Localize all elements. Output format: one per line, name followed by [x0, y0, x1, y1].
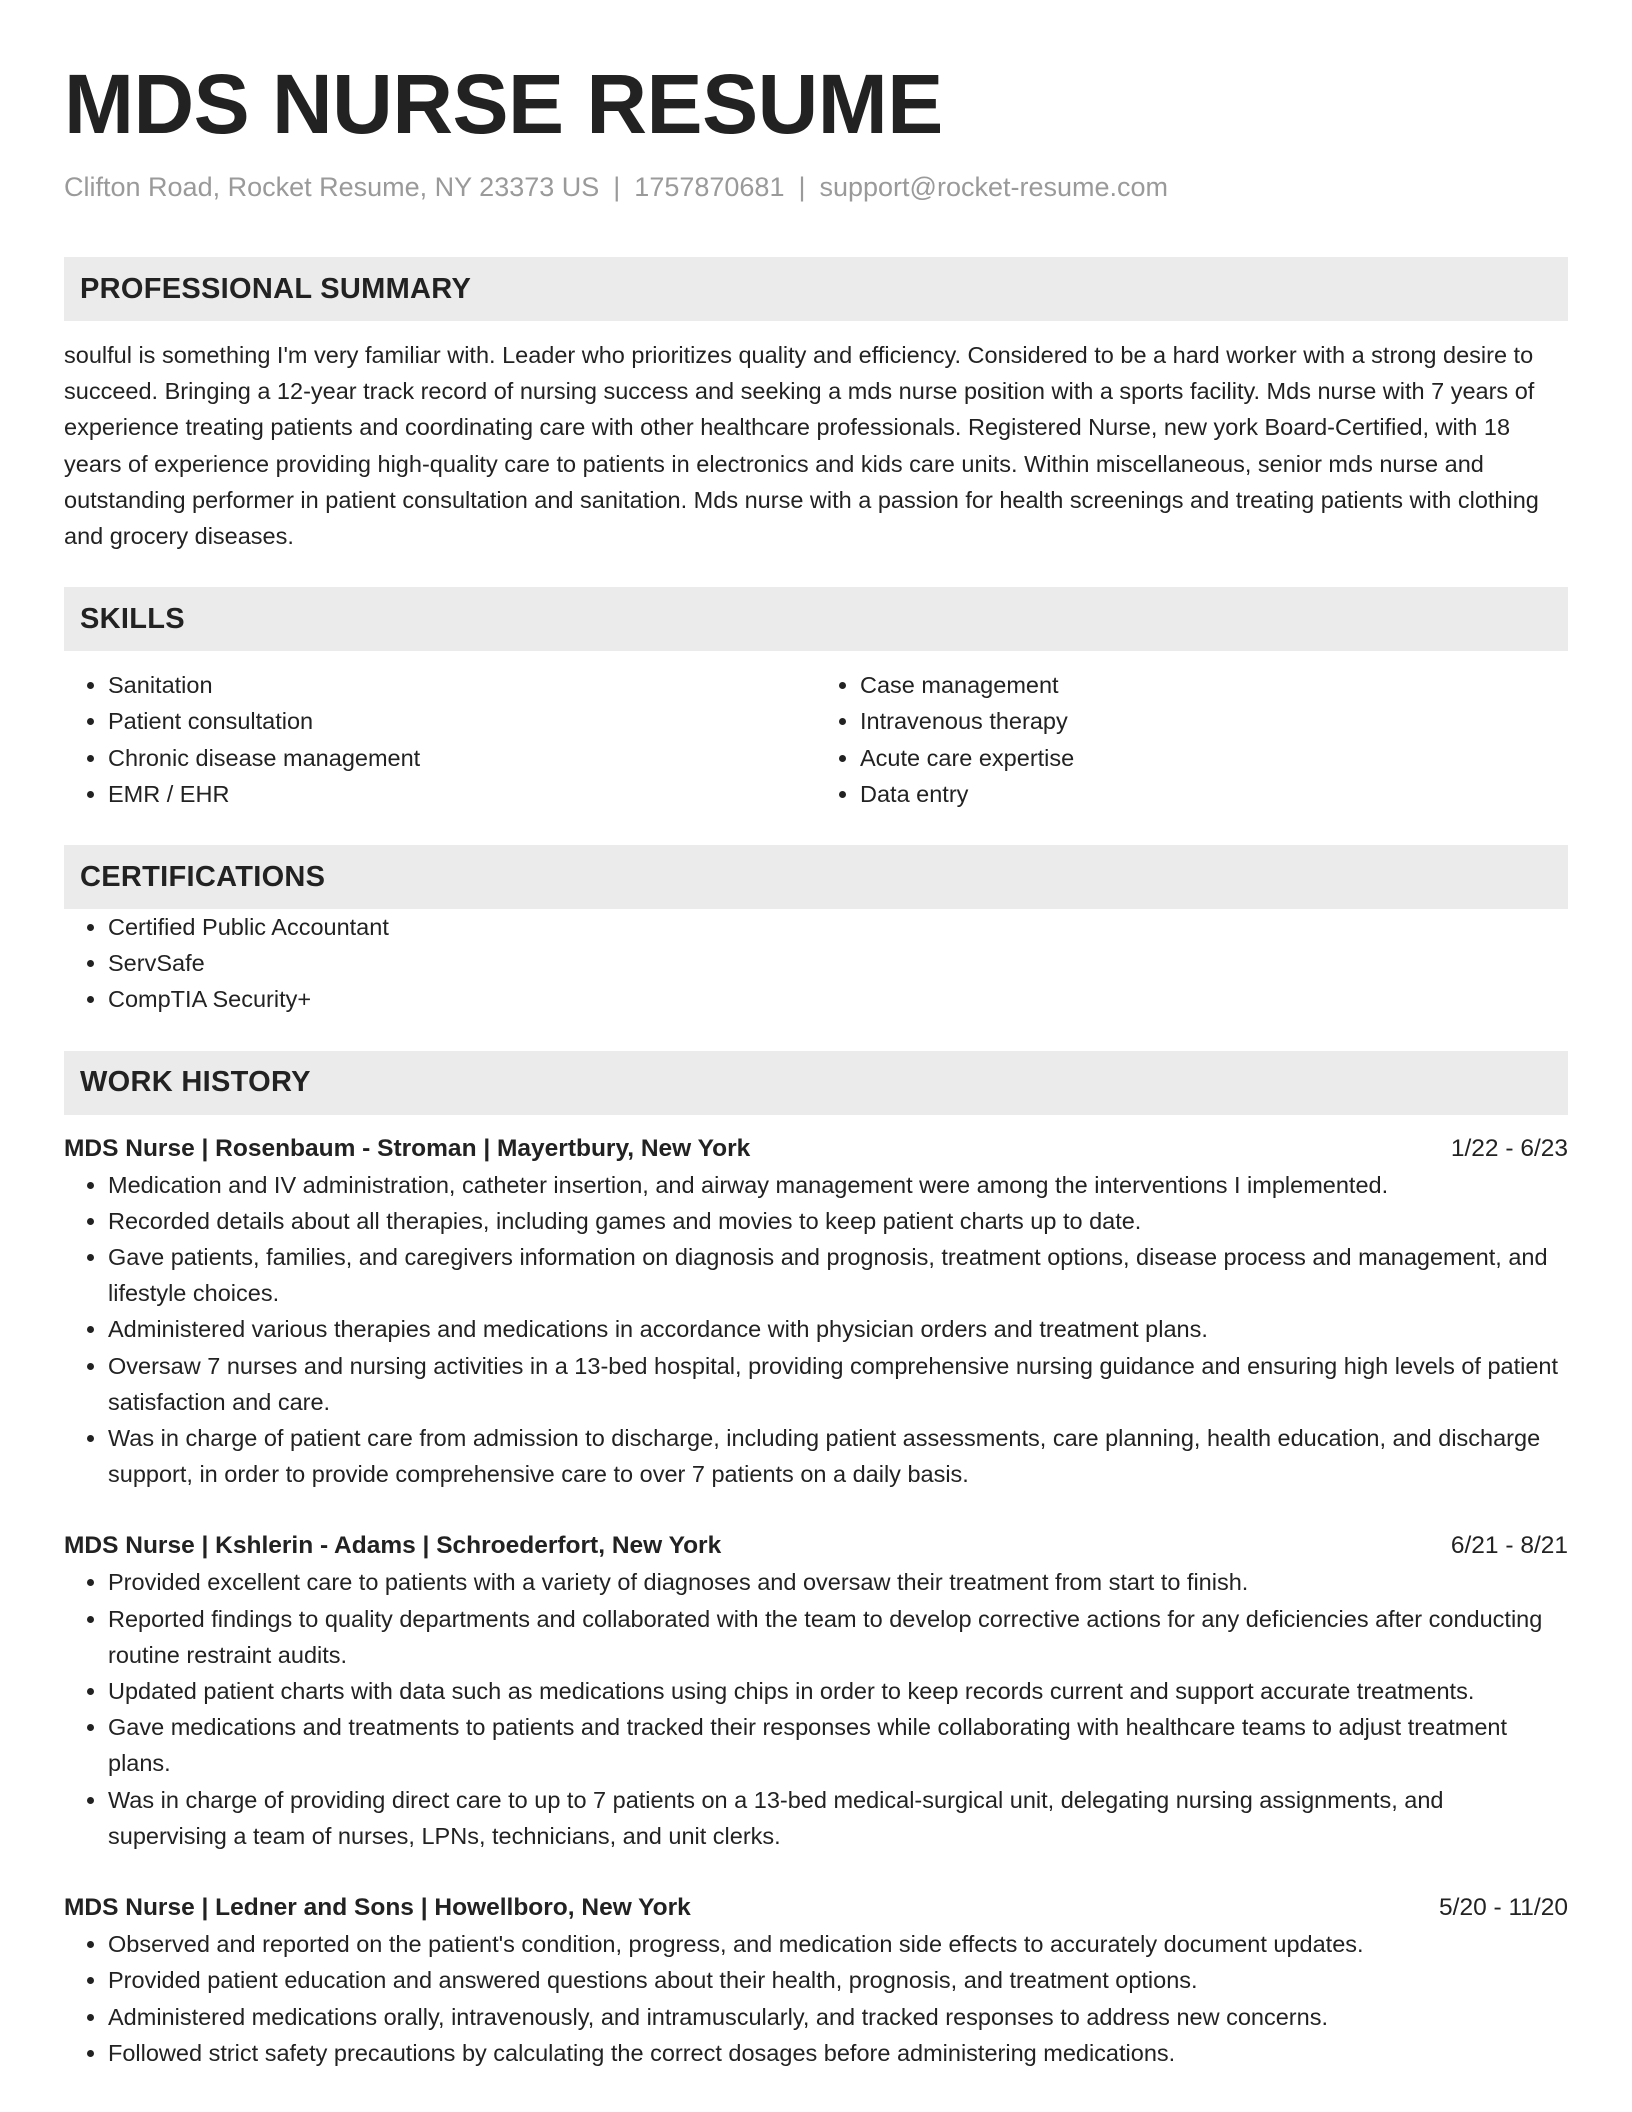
job-title: MDS Nurse | Ledner and Sons | Howellboro, New York — [64, 1894, 691, 1922]
resume-page — [64, 0, 1568, 2071]
contact-email: support@rocket-resume.com — [819, 172, 1169, 202]
job-entry — [64, 1890, 1568, 2071]
contact-line — [64, 170, 1568, 204]
job-bullet: • Oversaw 7 nurses and nursing activities in a 13-bed hospital, providing comprehensive nursing guidance and ensuring high levels of patient satisfaction and care. — [108, 1348, 1568, 1420]
professional-summary-heading: PROFESSIONAL SUMMARY — [64, 257, 1568, 321]
job-bullet: • Provided patient education and answered questions about their health, prognosis, and treatment options. — [108, 1962, 1568, 1998]
resume-title: MDS NURSE RESUME — [64, 57, 943, 151]
contact-separator: | — [798, 172, 806, 202]
certification-item: • ServSafe — [108, 945, 1568, 981]
contact-phone: 1757870681 — [634, 172, 785, 202]
job-bullet: • Medication and IV administration, catheter insertion, and airway management were among the interventions I implemented. — [108, 1167, 1568, 1203]
job-bullet: • Updated patient charts with data such as medications using chips in order to keep records current and support accurate treatments. — [108, 1673, 1568, 1709]
skill-item: • Acute care expertise — [860, 740, 1568, 776]
certification-item: • Certified Public Accountant — [108, 909, 1568, 945]
skill-item: • EMR / EHR — [108, 776, 816, 812]
skill-item: • Intravenous therapy — [860, 703, 1568, 739]
professional-summary-section — [64, 257, 1568, 554]
skill-item: • Patient consultation — [108, 703, 816, 739]
job-bullet: • Was in charge of providing direct care to up to 7 patients on a 13-bed medical-surgical unit, delegating nursing assignments, and supervising a team of nurses, LPNs, technicians, and unit clerks. — [108, 1782, 1568, 1854]
job-header — [64, 1131, 1568, 1167]
certifications-list — [64, 909, 1568, 1018]
job-bullet: • Administered various therapies and medications in accordance with physician orders and treatment plans. — [108, 1311, 1568, 1347]
skill-item: • Sanitation — [108, 667, 816, 703]
skill-item: • Data entry — [860, 776, 1568, 812]
job-bullets — [64, 1564, 1568, 1854]
job-dates: 6/21 - 8/21 — [1450, 1532, 1568, 1560]
job-title: MDS Nurse | Rosenbaum - Stroman | Mayertbury, New York — [64, 1134, 751, 1162]
job-bullet: • Reported findings to quality departments and collaborated with the team to develop corrective actions for any deficiencies after conducting routine restraint audits. — [108, 1601, 1568, 1673]
job-bullet: • Observed and reported on the patient's condition, progress, and medication side effects to accurately document updates. — [108, 1926, 1568, 1962]
job-bullet: • Recorded details about all therapies, including games and movies to keep patient charts up to date. — [108, 1203, 1568, 1239]
skills-list-right — [816, 667, 1568, 812]
job-bullets — [64, 1926, 1568, 2071]
job-entry — [64, 1528, 1568, 1854]
job-entry — [64, 1131, 1568, 1493]
certification-item: • CompTIA Security+ — [108, 981, 1568, 1017]
skill-item: • Chronic disease management — [108, 740, 816, 776]
job-bullet: • Gave medications and treatments to patients and tracked their responses while collaborating with healthcare teams to adjust treatment plans. — [108, 1709, 1568, 1781]
skills-grid — [64, 667, 1568, 812]
skills-list-left — [64, 667, 816, 812]
job-bullet: • Gave patients, families, and caregivers information on diagnosis and prognosis, treatment options, disease process and management, and lifestyle choices. — [108, 1239, 1568, 1311]
skill-item: • Case management — [860, 667, 1568, 703]
work-history-section — [64, 1051, 1568, 2071]
job-dates: 1/22 - 6/23 — [1450, 1134, 1568, 1162]
skills-heading: SKILLS — [64, 587, 1568, 651]
job-header — [64, 1890, 1568, 1926]
certifications-section — [64, 845, 1568, 1018]
job-bullet: • Followed strict safety precautions by calculating the correct dosages before administering medications. — [108, 2035, 1568, 2071]
job-bullet: • Provided excellent care to patients with a variety of diagnoses and oversaw their treatment from start to finish. — [108, 1564, 1568, 1600]
job-title: MDS Nurse | Kshlerin - Adams | Schroederfort, New York — [64, 1532, 722, 1560]
job-bullet: • Was in charge of patient care from admission to discharge, including patient assessments, care planning, health education, and discharge support, in order to provide comprehensive care to over 7 patients on a daily basis. — [108, 1420, 1568, 1492]
professional-summary-text: soulful is something I'm very familiar with. Leader who prioritizes quality and efficiency. Considered to be a hard worker with a strong desire to succeed. Bringing a 12-year track record of nursing success and seeking a mds nurse position with a sports facility. Mds nurse with 7 years of experience treating patients and coordinating care with other healthcare professionals. Registered Nurse, new york Board-Certified, with 18 years of experience providing high-quality care to patients in electronics and kids care units. Within miscellaneous, senior mds nurse and outstanding performer in patient consultation and sanitation. Mds nurse with a passion for health screenings and treating patients with clothing and grocery diseases. — [64, 342, 1539, 550]
job-dates: 5/20 - 11/20 — [1439, 1894, 1568, 1922]
job-bullet: • Administered medications orally, intravenously, and intramuscularly, and tracked responses to address new concerns. — [108, 1999, 1568, 2035]
work-history-heading: WORK HISTORY — [64, 1051, 1568, 1115]
certifications-heading: CERTIFICATIONS — [64, 845, 1568, 909]
job-bullets — [64, 1167, 1568, 1493]
contact-separator: | — [613, 172, 621, 202]
contact-address: Clifton Road, Rocket Resume, NY 23373 US — [64, 172, 600, 202]
skills-section — [64, 587, 1568, 812]
job-header — [64, 1528, 1568, 1564]
